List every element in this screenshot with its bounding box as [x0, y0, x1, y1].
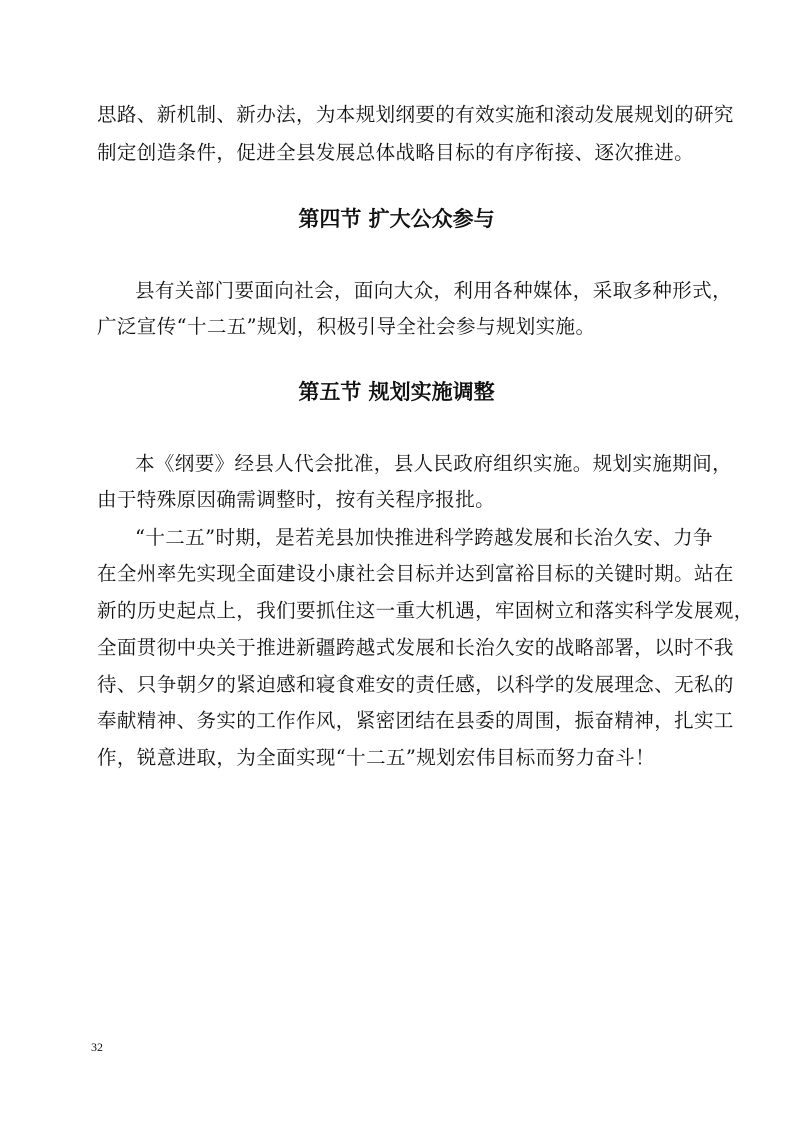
paragraph-line: 在全州率先实现全面建设小康社会目标并达到富裕目标的关键时期。站在: [97, 562, 734, 585]
paragraph-line: 广泛宣传“十二五”规划，积极引导全社会参与规划实施。: [97, 315, 596, 338]
paragraph-line: 全面贯彻中央关于推进新疆跨越式发展和长治久安的战略部署，以时不我: [97, 636, 734, 659]
section-heading: 第四节 扩大公众参与: [298, 207, 495, 231]
paragraph-line: 新的历史起点上，我们要抓住这一重大机遇，牢固树立和落实科学发展观，: [97, 599, 754, 622]
paragraph-line: 思路、新机制、新办法，为本规划纲要的有效实施和滚动发展规划的研究: [97, 103, 734, 126]
section-heading: 第五节 规划实施调整: [298, 380, 495, 404]
page-number: 32: [91, 1040, 103, 1054]
paragraph-line: 待、只争朝夕的紧迫感和寝食难安的责任感，以科学的发展理念、无私的: [97, 673, 734, 696]
paragraph-line: 县有关部门要面向社会，面向大众，利用各种媒体，采取多种形式，: [135, 279, 733, 302]
paragraph-line: 奉献精神、务实的工作作风，紧密团结在县委的周围，振奋精神，扎实工: [97, 709, 734, 732]
paragraph-line: 制定创造条件，促进全县发展总体战略目标的有序衔接、逐次推进。: [97, 141, 695, 164]
paragraph-line: 由于特殊原因确需调整时，按有关程序报批。: [97, 488, 496, 511]
paragraph-line: 本《纲要》经县人代会批准，县人民政府组织实施。规划实施期间，: [135, 452, 733, 475]
paragraph-line: “十二五”时期，是若羌县加快推进科学跨越发展和长治久安、力争: [135, 526, 713, 549]
paragraph-line: 作，锐意进取，为全面实现“十二五”规划宏伟目标而努力奋斗！: [97, 746, 656, 769]
